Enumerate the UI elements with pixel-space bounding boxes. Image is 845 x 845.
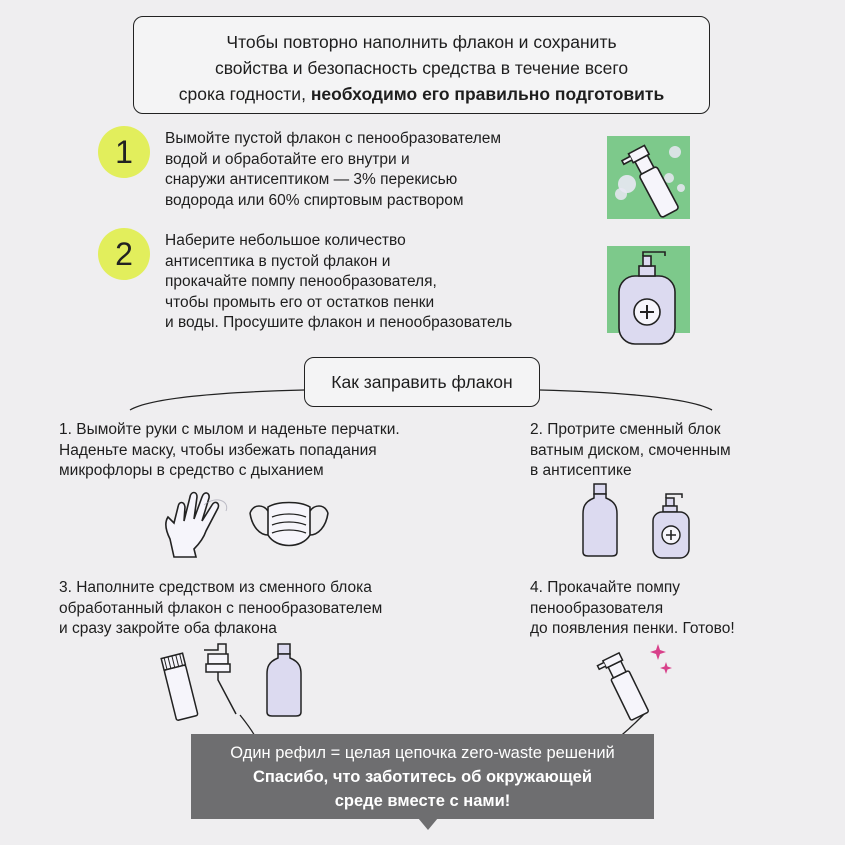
substep-2-line: в антисептике	[530, 462, 632, 479]
intro-line-2: свойства и безопасность средства в течение всего	[214, 58, 629, 78]
footer-line-1: Один рефил = целая цепочка zero-waste решений	[230, 744, 615, 762]
substep-3-line: 3. Наполните средством из сменного блока	[59, 579, 372, 596]
face-mask-icon	[246, 493, 332, 553]
how-to-heading: Как заправить флакон	[304, 357, 540, 407]
step-1-line: водой и обработайте его внутри и	[165, 150, 410, 168]
pump-head-icon	[198, 640, 244, 720]
intro-line-3-bold: необходимо его правильно подготовить	[310, 84, 665, 104]
footer-line-2: Спасибо, что заботитесь об окружающей	[253, 768, 592, 786]
substep-3-line: обработанный флакон с пенообразователем	[59, 599, 383, 617]
arrow-right-top	[540, 390, 712, 410]
refill-block-icon	[264, 642, 304, 718]
pump-bottle-icon	[648, 490, 694, 560]
substep-4-text	[530, 578, 735, 640]
substep-4-line: пенообразователя	[530, 599, 664, 617]
step-1-number: 1	[98, 126, 150, 178]
step-2-line: чтобы промыть его от остатков пенки	[165, 293, 435, 311]
footer-pointer	[418, 818, 438, 832]
step-2-line: и воды. Просушите флакон и пенообразователь	[165, 314, 513, 331]
arrow-left-top	[130, 390, 304, 410]
sparkle-icon	[650, 644, 674, 678]
step-2-number: 2	[98, 228, 150, 280]
intro-line-3-plain: срока годности,	[178, 84, 311, 104]
step-1-line: Вымойте пустой флакон с пенообразователем	[165, 130, 502, 147]
substep-3-text	[59, 578, 382, 640]
footer-line-3: среде вместе с нами!	[334, 792, 511, 810]
glove-icon	[160, 487, 240, 559]
substep-4-line: 4. Прокачайте помпу	[530, 579, 681, 596]
substep-2-line: ватным диском, смоченным	[530, 441, 731, 459]
substep-1-text	[59, 420, 400, 482]
intro-line-1: Чтобы повторно наполнить флакон и сохранить	[226, 32, 617, 52]
substep-4-line: до появления пенки. Готово!	[530, 620, 735, 637]
substep-2-line: 2. Протрите сменный блок	[530, 421, 721, 438]
step-2-line: антисептика в пустой флакон и	[165, 252, 391, 270]
footer-banner	[191, 734, 654, 819]
refill-bottle-icon	[580, 482, 620, 558]
step-2-line: Наберите небольшое количество	[165, 232, 406, 249]
substep-1-line: Наденьте маску, чтобы избежать попадания	[59, 441, 377, 459]
substep-1-line: 1. Вымойте руки с мылом и наденьте перчатки.	[59, 421, 400, 438]
step-1-line: водорода или 60% спиртовым раствором	[165, 191, 464, 209]
step-1-line: снаружи антисептиком — 3% перекисью	[165, 171, 458, 188]
substep-2-text	[530, 420, 731, 482]
substep-3-line: и сразу закройте оба флакона	[59, 620, 277, 637]
step-2-line: прокачайте помпу пенообразователя,	[165, 273, 437, 290]
substep-1-line: микрофлоры в средство с дыханием	[59, 462, 324, 479]
